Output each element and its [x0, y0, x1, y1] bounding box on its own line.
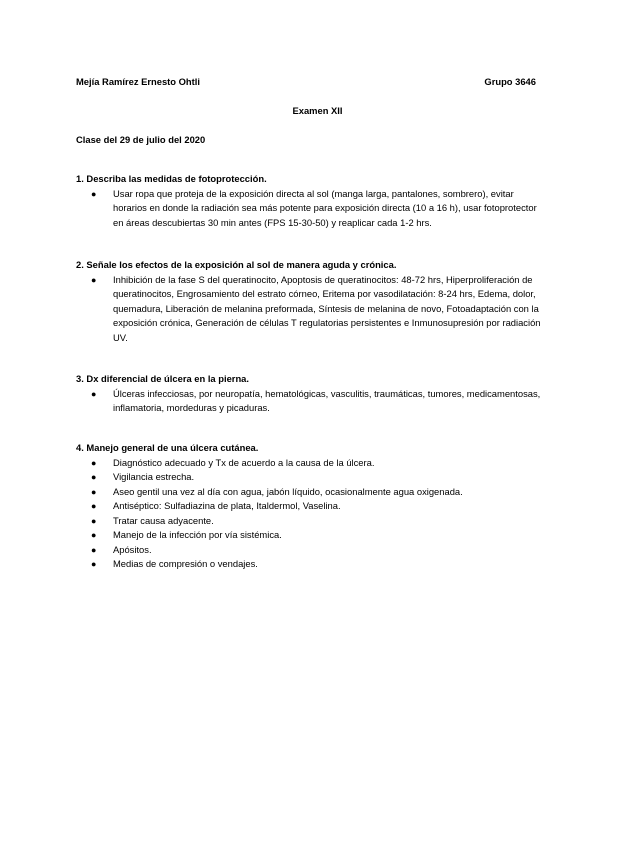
question-heading: 4. Manejo general de una úlcera cutánea.	[76, 442, 259, 453]
bullet-icon: ●	[91, 544, 97, 555]
answer-item	[76, 273, 546, 346]
bullet-icon: ●	[91, 472, 97, 482]
answer-text: Usar ropa que proteja de la exposición directa al sol (manga larga, pantalones, sombrero), evitar horarios en donde la radiación sea más potente para exposición directa (10 a 16 h), usar fotoprotector en áreas descubiertas 30 min antes (FPS 15-30-50) y reaplicar cada 1-2 hrs.	[113, 187, 537, 228]
answer-text: Vigilancia estrecha.	[113, 471, 195, 482]
answer-text: Apósitos.	[113, 543, 152, 555]
class-date: Clase del 29 de julio del 2020	[76, 134, 206, 145]
bullet-icon: ●	[91, 501, 97, 511]
bullet-icon: ●	[91, 486, 97, 497]
answer-item	[76, 543, 546, 558]
answer-text: Aseo gentil una vez al día con agua, jabón líquido, ocasionalmente agua oxigenada.	[113, 485, 463, 497]
answer-text: Úlceras infecciosas, por neuropatía, hematológicas, vasculitis, traumáticas, tumores, medicamentosas, inflamatoria, mordeduras y picaduras.	[113, 387, 541, 413]
answer-text: Diagnóstico adecuado y Tx de acuerdo a la causa de la úlcera.	[113, 456, 375, 468]
bullet-icon: ●	[91, 457, 97, 468]
answer-item	[76, 557, 546, 572]
answer-item	[76, 499, 546, 514]
answer-text: Antiséptico: Sulfadiazina de plata, Italdermol, Vaselina.	[113, 500, 341, 511]
bullet-icon: ●	[91, 188, 97, 199]
question-1	[76, 172, 546, 230]
answer-text: Tratar causa adyacente.	[113, 514, 214, 526]
bullet-icon: ●	[91, 530, 97, 540]
question-2	[76, 258, 546, 345]
student-name: Mejía Ramírez Ernesto Ohtli	[76, 76, 200, 87]
answer-text: Manejo de la infección por vía sistémica.	[113, 529, 282, 540]
bullet-icon: ●	[91, 388, 97, 399]
answer-item	[76, 485, 546, 500]
answer-text: Medias de compresión o vendajes.	[113, 558, 258, 569]
answer-list	[76, 187, 546, 231]
answer-item	[76, 514, 546, 529]
answer-item	[76, 528, 546, 543]
bullet-icon: ●	[91, 274, 97, 285]
answer-list	[76, 387, 546, 416]
answer-item	[76, 456, 546, 471]
question-4	[76, 441, 546, 572]
exam-title: Examen XII	[292, 105, 343, 116]
answer-item	[76, 387, 546, 416]
bullet-icon: ●	[91, 559, 97, 569]
answer-list	[76, 456, 546, 572]
question-heading: 1. Describa las medidas de fotoprotección.	[76, 173, 267, 184]
answer-list	[76, 273, 546, 346]
question-3	[76, 372, 546, 416]
answer-item	[76, 470, 546, 485]
document-header	[76, 75, 536, 90]
answer-item	[76, 187, 546, 231]
answer-text: Inhibición de la fase S del queratinocito, Apoptosis de queratinocitos: 48-72 hrs, Hiperproliferación de queratinocitos, Engrosamiento del estrato córneo, Eritema por vasodilatación: 8-24 hrs, Edema, dolor, quemadura, Liberación de melanina preformada, Síntesis de melanina de novo, Fotoadaptación con la exposición crónica, Generación de células T regulatorias persistentes e Inmunosupresión por radiación UV.	[113, 273, 541, 343]
question-heading: 2. Señale los efectos de la exposición al sol de manera aguda y crónica.	[76, 259, 397, 270]
bullet-icon: ●	[91, 515, 97, 526]
group-label: Grupo 3646	[484, 76, 536, 87]
question-heading: 3. Dx diferencial de úlcera en la pierna.	[76, 373, 249, 384]
